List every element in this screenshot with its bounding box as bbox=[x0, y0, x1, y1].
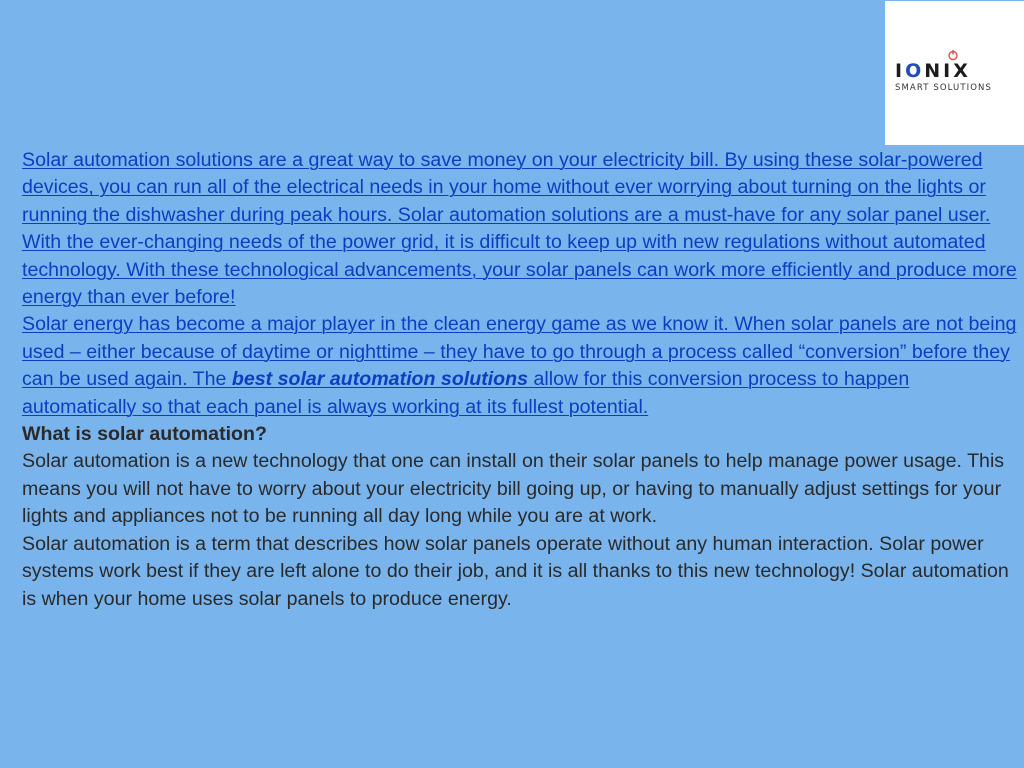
definition-paragraph: Solar automation is a new technology that one can install on their solar panels to help manage power usage. This means you will not have to worry about your electricity bill going up, or having to manually adjust settings for your lights and appliances not to be running all day long while you are at work. bbox=[22, 450, 1005, 528]
logo-letter-o: O bbox=[905, 60, 925, 82]
ionix-logo bbox=[885, 1, 1024, 145]
logo-letter-i: I bbox=[895, 60, 906, 82]
conversion-paragraph-link[interactable] bbox=[22, 311, 1024, 421]
best-solar-automation-link[interactable]: best solar automation solutions bbox=[231, 368, 529, 391]
logo-wordmark bbox=[895, 62, 971, 81]
logo-letters-nix: NIX bbox=[924, 60, 971, 82]
conversion-text-after: allow for this conversion process to happen automatically so that each panel is always working at its fullest potential. bbox=[22, 368, 910, 418]
section-heading: What is solar automation? bbox=[22, 423, 267, 446]
description-paragraph: Solar automation is a term that describes how solar panels operate without any human interaction. Solar power systems work best if they are left alone to do their job, and it is all thanks to this new technology! Solar automation is when your home uses solar panels to produce energy. bbox=[22, 532, 1009, 610]
intro-paragraph-link[interactable]: Solar automation solutions are a great way to save money on your electricity bill. By using these solar-powered devices, you can run all of the electrical needs in your home without ever worrying about turning on the lights or running the dishwasher during peak hours. Solar automation solutions are a must-have for any solar panel user. With the ever-changing needs of the power grid, it is difficult to keep up with new regulations without automated technology. With these technological advancements, your solar panels can work more efficiently and produce more energy than ever before! bbox=[22, 149, 1017, 309]
logo-tagline: SMART SOLUTIONS bbox=[895, 83, 992, 93]
conversion-text-before: Solar energy has become a major player in the clean energy game as we know it. When solar panels are not being used – either because of daytime or nighttime – they have to go through a process called “conversion” before they can be used again. The bbox=[22, 313, 1017, 391]
article-content bbox=[22, 147, 1024, 613]
